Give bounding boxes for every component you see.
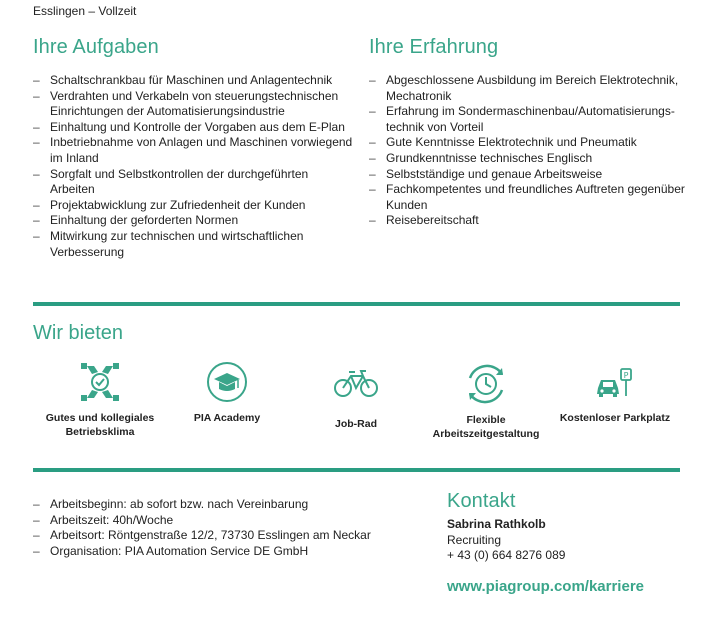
details-list [33,497,433,559]
job-location: Esslingen – Vollzeit [33,4,137,18]
benefit-label: Job-Rad [335,418,377,430]
list-item: – Erfahrung im Sondermaschinenbau/Automatisierungs-technik von Vorteil [369,104,689,135]
kontakt-heading: Kontakt [447,490,516,512]
list-item: – Projektabwicklung zur Zufriedenheit der Kunden [33,198,353,214]
section-divider [33,468,680,472]
benefit-betriebsklima [35,360,165,439]
team-hands-icon [78,360,122,404]
list-item: – Gute Kenntnisse Elektrotechnik und Pneumatik [369,135,689,151]
benefit-label: Kostenloser Parkplatz [559,412,671,424]
erfahrung-heading: Ihre Erfahrung [369,36,499,58]
clock-cycle-icon [462,360,510,408]
aufgaben-list [33,73,353,260]
benefit-label: Gutes und kollegiales Betriebsklima [45,412,155,438]
benefit-arbeitszeit [421,360,551,441]
list-item: – Arbeitsort: Röntgenstraße 12/2, 73730 Esslingen am Neckar [33,528,433,544]
erfahrung-list [369,73,689,229]
svg-text:P: P [623,371,629,380]
benefit-parkplatz [550,360,680,426]
list-item: – Grundkenntnisse technisches Englisch [369,151,689,167]
benefit-academy [162,360,292,426]
wir-bieten-heading: Wir bieten [33,322,124,344]
contact-role: Recruiting [447,532,502,547]
list-item: – Reisebereitschaft [369,213,689,229]
list-item: – Arbeitsbeginn: ab sofort bzw. nach Vereinbarung [33,497,433,513]
contact-phone[interactable]: + 43 (0) 664 8276 089 [447,548,566,562]
kontakt-section [447,490,687,564]
benefit-label: Flexible Arbeitszeitgestaltung [432,414,540,440]
list-item: – Inbetriebnahme von Anlagen und Maschinen vorwiegend im Inland [33,135,353,166]
benefit-jobrad [291,360,421,432]
bicycle-icon [332,360,380,404]
car-parking-icon [591,360,639,404]
list-item: – Einhaltung der geforderten Normen [33,213,353,229]
list-item: – Fachkompetentes und freundliches Auftreten gegenüber Kunden [369,182,689,213]
careers-link[interactable]: www.piagroup.com/karriere [447,578,644,595]
list-item: – Selbstständige und genaue Arbeitsweise [369,167,689,183]
aufgaben-heading: Ihre Aufgaben [33,36,159,58]
list-item: – Einhaltung und Kontrolle der Vorgaben aus dem E-Plan [33,120,353,136]
erfahrung-section [369,36,689,229]
list-item: – Organisation: PIA Automation Service DE GmbH [33,544,433,560]
section-divider [33,302,680,306]
graduation-cap-icon [205,360,249,404]
list-item: – Mitwirkung zur technischen und wirtschaftlichen Verbesserung [33,229,353,260]
contact-name: Sabrina Rathkolb [447,517,546,531]
list-item: – Abgeschlossene Ausbildung im Bereich Elektrotechnik, Mechatronik [369,73,689,104]
list-item: – Verdrahten und Verkabeln von steuerungstechnischen Einrichtungen der Automatisierungsindustrie [33,89,353,120]
job-details [33,497,433,559]
aufgaben-section [33,36,353,260]
list-item: – Schaltschrankbau für Maschinen und Anlagentechnik [33,73,353,89]
list-item: – Sorgfalt und Selbstkontrollen der durchgeführten Arbeiten [33,167,353,198]
list-item: – Arbeitszeit: 40h/Woche [33,513,433,529]
benefit-label: PIA Academy [193,412,261,424]
